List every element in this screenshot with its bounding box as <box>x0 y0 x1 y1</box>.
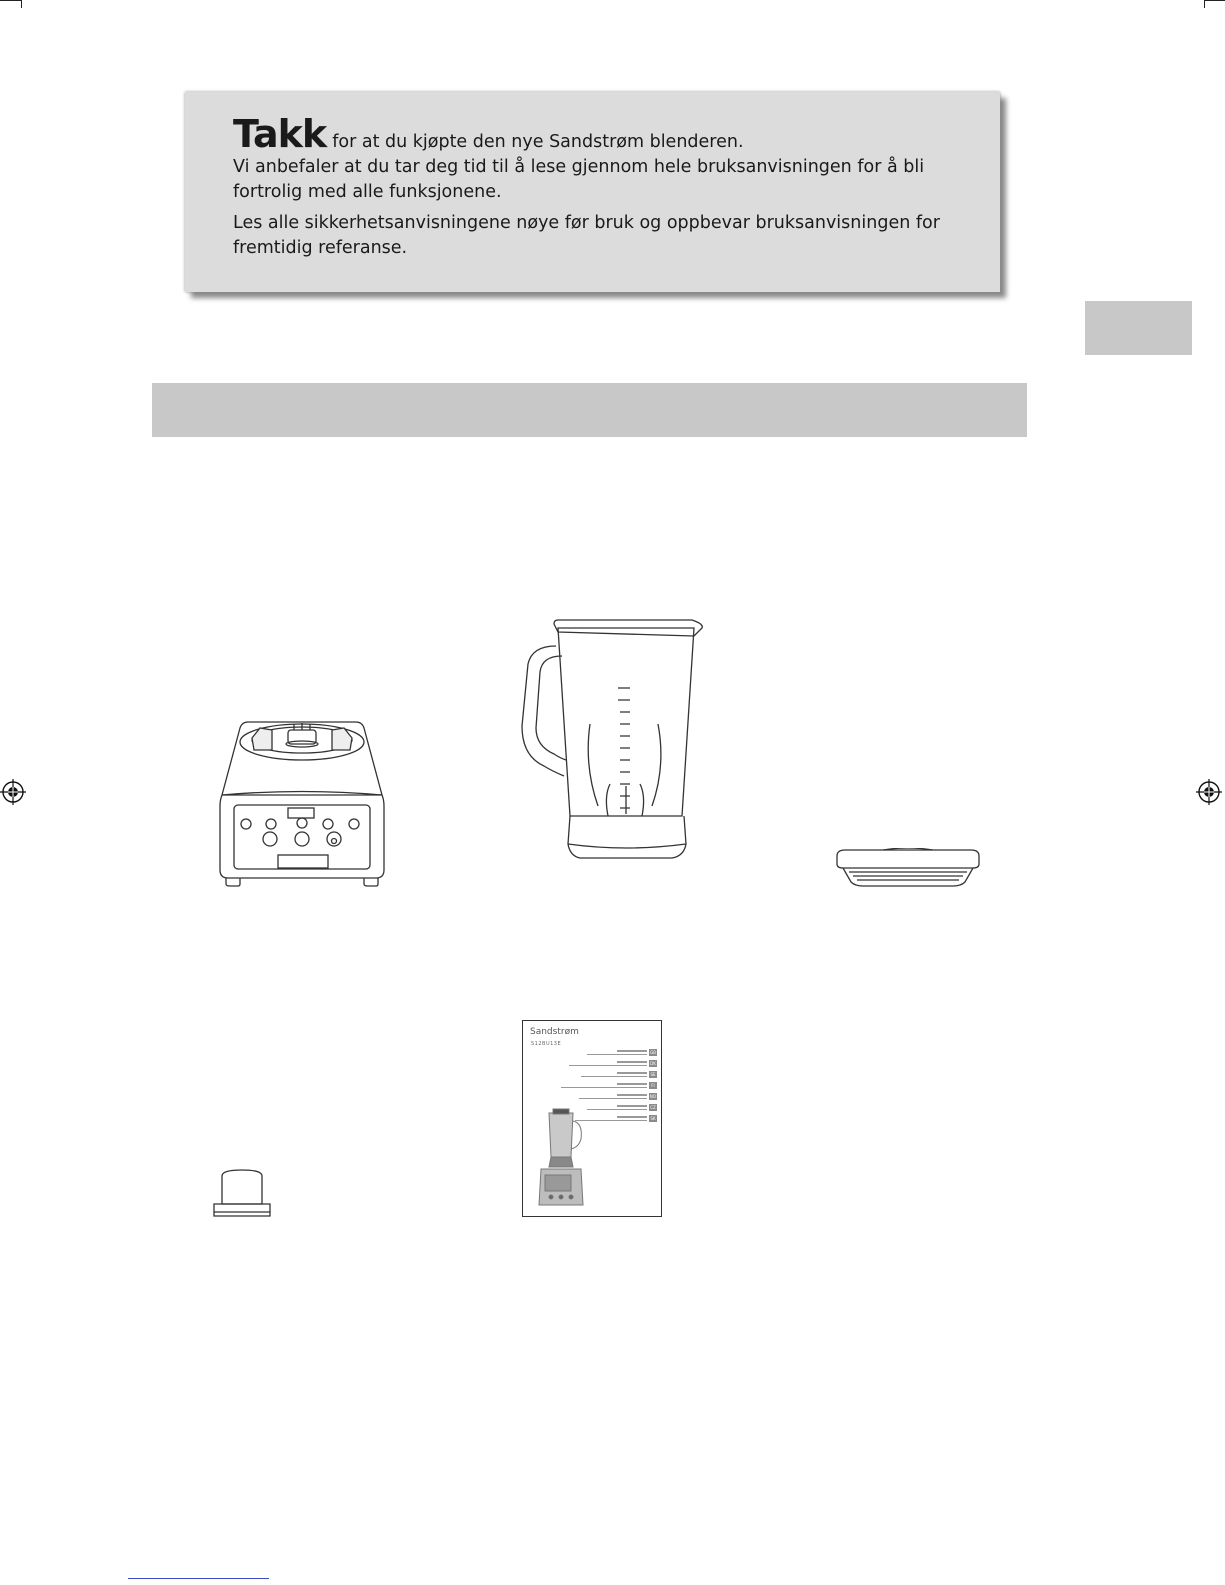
thank-you-heading-line <box>233 114 960 155</box>
manual-booklet-illustration <box>522 1020 662 1217</box>
registration-mark-icon <box>0 779 26 805</box>
booklet-language-code: CZ <box>650 1105 656 1110</box>
thank-you-paragraph-2: Les alle sikkerhetsanvisningene nøye før bruk og oppbevar bruksanvisningen for fremtidig referanse. <box>233 213 940 258</box>
booklet-language-row <box>537 1047 657 1058</box>
booklet-language-row <box>537 1091 657 1102</box>
booklet-language-code: DK <box>650 1061 656 1066</box>
blender-jug-illustration <box>518 616 708 880</box>
registration-mark-icon <box>1196 779 1222 805</box>
crop-mark-top-left-v <box>21 0 22 8</box>
booklet-brand: Sandstrøm <box>530 1027 579 1037</box>
section-header-bar <box>152 383 1027 437</box>
language-side-tab <box>1085 301 1192 355</box>
motor-base-illustration <box>212 720 392 892</box>
thank-you-paragraph-1: Vi anbefaler at du tar deg tid til å lese gjennom hele bruksanvisningen for å bli fortrolig med alle funksjonene. <box>233 157 925 202</box>
booklet-language-row <box>537 1069 657 1080</box>
thank-you-box <box>185 92 1000 292</box>
booklet-blender-photo <box>533 1107 589 1211</box>
thank-you-line: for at du kjøpte den nye Sandstrøm blenderen. <box>332 132 744 152</box>
booklet-language-row <box>537 1080 657 1091</box>
booklet-language-code: GB <box>650 1050 656 1055</box>
lid-illustration <box>833 848 983 892</box>
booklet-language-code: FI <box>649 1082 657 1089</box>
crop-mark-top-right-v <box>1204 0 1205 8</box>
crop-mark-top-left <box>0 0 21 1</box>
booklet-language-code: NO <box>649 1094 657 1099</box>
crop-mark-top-right <box>1204 0 1225 1</box>
booklet-model: S12BU13E <box>531 1041 562 1047</box>
measuring-cap-illustration <box>212 1168 274 1220</box>
booklet-language-row <box>537 1058 657 1069</box>
booklet-language-code: SE <box>650 1072 656 1077</box>
thank-you-heading: Takk <box>233 112 327 156</box>
footer-line <box>128 1578 269 1579</box>
booklet-language-code: SK <box>650 1116 656 1121</box>
